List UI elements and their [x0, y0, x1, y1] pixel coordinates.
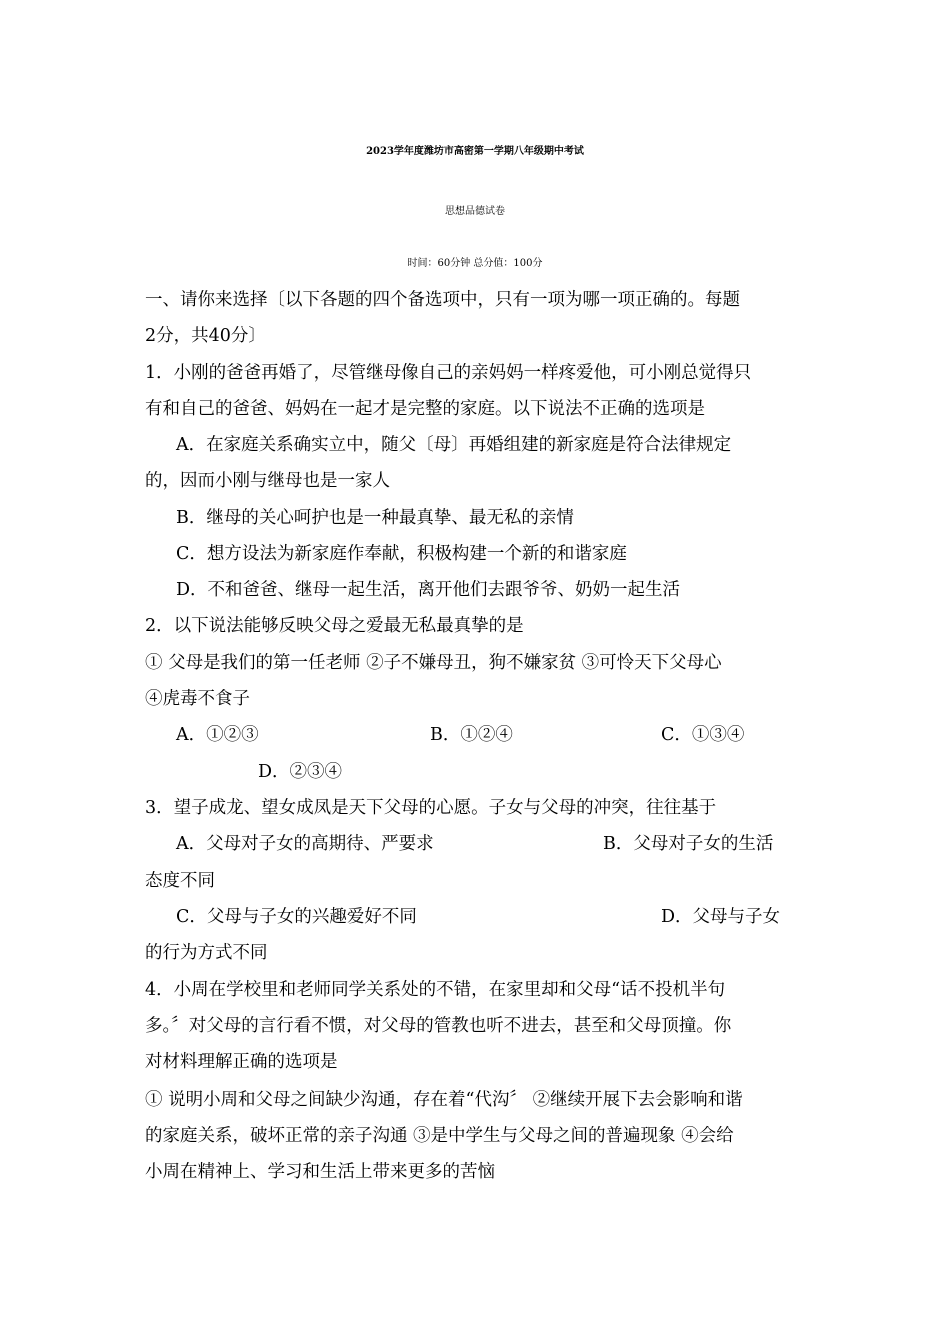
q3-stem: 3．望子成龙、望女成凤是天下父母的心愿。子女与父母的冲突，往往基于 [145, 798, 717, 818]
q3-option-c: C．父母与子女的兴趣爱好不同 [176, 907, 417, 927]
q4-stem-line-3: 对材料理解正确的选项是 [145, 1052, 338, 1072]
q4-items-line-2: 的家庭关系，破坏正常的亲子沟通 ③是中学生与父母之间的普遍现象 ④会给 [145, 1126, 734, 1146]
q2-option-a: A．①②③ [176, 725, 259, 745]
q4-items-line-1: ① 说明小周和父母之间缺少沟通，存在着“代沟〞 ②继续开展下去会影响和谐 [145, 1090, 743, 1110]
q3-option-b-line-1: B．父母对子女的生活 [603, 834, 774, 854]
q2-stem: 2．以下说法能够反映父母之爱最无私最真挚的是 [145, 616, 524, 636]
q4-items-line-3: 小周在精神上、学习和生活上带来更多的苦恼 [145, 1162, 495, 1182]
q1-stem-line-2: 有和自己的爸爸、妈妈在一起才是完整的家庭。以下说法不正确的选项是 [145, 399, 705, 419]
q1-option-c: C．想方设法为新家庭作奉献，积极构建一个新的和谐家庭 [176, 544, 627, 564]
q2-option-d: D．②③④ [258, 762, 343, 782]
q3-option-b-line-2: 态度不同 [145, 871, 215, 891]
q1-option-b: B．继母的关心呵护也是一种最真挚、最无私的亲情 [176, 508, 574, 528]
q3-option-d-line-2: 的行为方式不同 [145, 943, 268, 963]
q1-option-a-line-1: A．在家庭关系确实立中，随父〔母〕再婚组建的新家庭是符合法律规定 [176, 435, 732, 455]
q3-option-d-line-1: D．父母与子女 [661, 907, 781, 927]
section-heading-line-2: 2分，共40分〕 [145, 326, 266, 346]
q3-option-a: A．父母对子女的高期待、严要求 [176, 834, 434, 854]
q2-option-b: B．①②④ [430, 725, 513, 745]
q1-option-a-line-2: 的，因而小刚与继母也是一家人 [145, 471, 390, 491]
q2-option-c: C．①③④ [661, 725, 745, 745]
document-subtitle: 思想品德试卷 [445, 206, 505, 217]
q2-items-line-2: ④虎毒不食子 [145, 689, 250, 709]
q1-option-d: D．不和爸爸、继母一起生活，离开他们去跟爷爷、奶奶一起生活 [176, 580, 681, 600]
q4-stem-line-1: 4．小周在学校里和老师同学关系处的不错，在家里却和父母“话不投机半句 [145, 980, 726, 1000]
q1-stem-line-1: 1．小刚的爸爸再婚了，尽管继母像自己的亲妈妈一样疼爱他，可小刚总觉得只 [145, 363, 752, 383]
q4-stem-line-2: 多。〞对父母的言行看不惯，对父母的管教也听不进去，甚至和父母顶撞。你 [145, 1016, 732, 1036]
section-heading-line-1: 一、请你来选择〔以下各题的四个备选项中，只有一项为哪一项正确的。每题 [145, 290, 740, 310]
document-title: 2023学年度潍坊市高密第一学期八年级期中考试 [366, 146, 584, 157]
q2-items-line-1: ① 父母是我们的第一任老师 ②子不嫌母丑，狗不嫌家贫 ③可怜天下父母心 [145, 653, 722, 673]
exam-info: 时间：60分钟 总分值：100分 [407, 258, 543, 269]
